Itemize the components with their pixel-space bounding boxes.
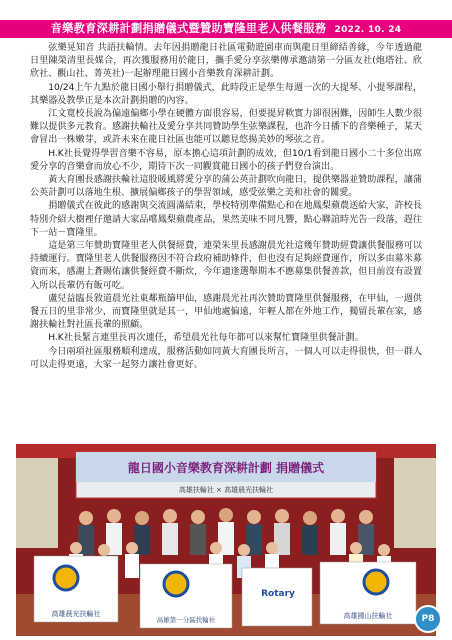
flag-center xyxy=(140,564,232,628)
title-date: 2022. 10. 24 xyxy=(334,25,402,35)
article-paragraph: 今日兩項社區服務順利達成，服務活動如同黃大育團長所言，一個人可以走得很快，但一群人可以走得更遠，大家一起努力讓社會更好。 xyxy=(30,346,422,370)
page-number-badge: P8 xyxy=(414,605,442,633)
group-photo xyxy=(16,444,436,636)
article-paragraph: 弦樂晃知音 共語扶輪情。去年因捐贈龍日社區電動遊園車而與龍日里締結善緣，今年透過龍日里陳榮清里長媒合，再次獲服務用於龍日，攜手愛分享弦樂傳承邀請第一分區友社(炮塔社、欣欣社、觀山社、菁英社)一起辦理龍日國小音樂教育深耕計劃。 xyxy=(30,43,422,80)
article-paragraph: H.K社長緊言連里長再次連任，希望晨光社每年都可以來幫忙寶隆里供餐計劃。 xyxy=(48,333,364,344)
page-title xyxy=(0,20,452,38)
page-header xyxy=(0,0,452,40)
article-paragraph: 黃大育團長感謝扶輪社這股暖風將愛分享的蒲公英計劃吹向龍日，提供樂器並贊助課程，讓蒲公英計劃可以落地生根、擴展偏鄉孩子的學習領域，感受弦樂之美和社會的關愛。 xyxy=(30,175,422,199)
flag-right xyxy=(242,562,416,626)
article-body xyxy=(30,42,422,372)
article-paragraph: 10/24上午九點於龍日國小舉行捐贈儀式，此時段正是學生每週一次的大提琴、小提琴課程，其樂器及教學正是本次計劃捐贈的內容。 xyxy=(30,82,422,106)
article-paragraph: 捐贈儀式在彼此的感謝與交流圓滿結束，學校特別準備點心和在地鳳梨蘋農送給大家，許校長特別介紹大樹裡仔邀請大家品嚐鳳梨蘋農產品，果然美味不同凡響，點心聯誼時光告一段落，趕往下一站－寶隆里。 xyxy=(30,201,422,238)
article-paragraph: 盧兒益臨長敘道晨光社東鄰瓶篩甲仙，感謝晨光社再次贊助寶隆里供餐服務，在甲仙，一週供餐五日的里非常少，而寶隆里就是其一，甲仙地處偏遠，年輕人都在外地工作，獨留長輩在家，感謝扶輪社對社區長輩的照顧。 xyxy=(30,293,422,331)
flag-right-label: 高雄國山扶輪社 xyxy=(343,612,393,620)
flag-center-label: 高雄第一分區扶輪社 xyxy=(156,616,216,624)
title-main: 音樂教育深耕計劃捐贈儀式暨贊助寶隆里老人供餐服務 xyxy=(50,22,327,35)
flag-left-label: 高雄晨光扶輪社 xyxy=(51,610,101,618)
banner-main: 龍日國小音樂教育深耕計劃 捐贈儀式 xyxy=(127,461,325,475)
banner-sub: 高雄扶輪社 × 高雄晨光扶輪社 xyxy=(178,486,274,494)
flag-left xyxy=(34,556,118,622)
article-paragraph: 江文寬校長說為偏遠偏鄉小學在硬體方面很容易，但要提昇軟實力卻很困難，因師生人數少很難以提供多元教育。感謝扶輪社及愛分享共同贊助學生弦樂課程，也許今日播下的音樂種子，某天會冒出一株嫩芽，或許未來在龍日社區也能可以聽見悠揚美妙的琴弦之音。 xyxy=(30,109,422,146)
article-paragraph: H.K社長覺得學習音樂不容易，原本擔心這項計劃的成效，但10/1看到龍日國小二十多位出席愛分享的音樂會而放心不少，期待下次一同觀賞龍日國小的孩子們登台演出。 xyxy=(30,148,422,172)
article-paragraph: 這是第三年贊助寶隆里老人供餐經費，連榮朱里長感謝晨光社這幾年贊助經費讓供餐服務可以持續運行。寶隆里老人供餐服務因不符合政府補助條件，但也沒有足夠經費運作，所以多由募米募資而來，感謝上蒼賜佑讓供餐經費不斷炊，今年適逢選舉期本不應募集供餐善款，但目前沒有設置入所以長輩仍有飯可吃。 xyxy=(30,241,422,291)
flag-right-small-label: Rotary xyxy=(261,589,295,599)
